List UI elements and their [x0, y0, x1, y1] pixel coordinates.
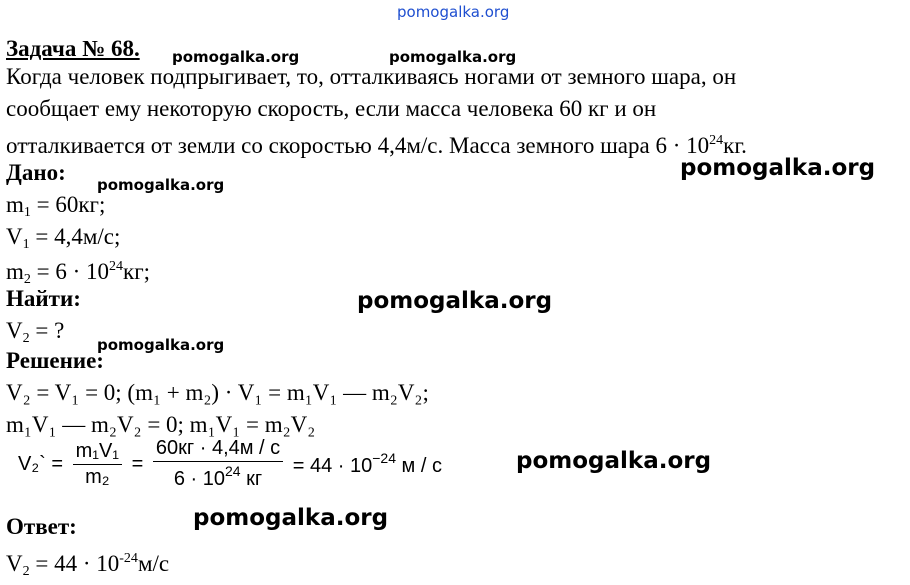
task-text-line: сообщает ему некоторую скорость, если масса человека 60 кг и он: [6, 96, 657, 121]
watermark: pomogalka.org: [357, 288, 553, 314]
watermark: pomogalka.org: [97, 176, 225, 194]
given-heading: Дано:: [6, 160, 66, 185]
task-text-line: отталкивается от земли со скоростью 4,4м/с. Масса земного шара $6 \cdot 10^{24}кг$.: [6, 133, 747, 158]
given-m2: $m_2 = 6 \cdot 10^{24}кг$;: [6, 259, 151, 287]
solution-line: V₂ = V₁ = 0; (m₁ + m₂) · V₁ = m₁V₁ — m₂V₂;: [6, 380, 429, 405]
solution-line: m₁V₁ — m₂V₂ = 0; m₁V₁ = m₂V₂: [6, 412, 316, 437]
solution-heading: Решение:: [6, 348, 104, 373]
task-text-line: Когда человек подпрыгивает, то, отталкиваясь ногами от земного шара, он: [6, 64, 737, 89]
equals-sign: =: [131, 452, 144, 475]
fraction: $\frac{\text{m₁V₁}}{\text{m₂}}$: [73, 440, 123, 489]
find-heading: Найти:: [6, 286, 81, 311]
watermark: pomogalka.org: [193, 505, 389, 531]
answer-heading: Ответ:: [6, 514, 77, 539]
fraction: $\frac{60кг \cdot 4,4м / с}{6 \cdot 10^{24} кг}$: [153, 437, 283, 491]
find-v2: $V_2$ = ?: [6, 318, 65, 346]
watermark: pomogalka.org: [172, 48, 300, 66]
watermark: pomogalka.org: [389, 48, 517, 66]
watermark-top: pomogalka.org: [397, 3, 510, 21]
given-v1: $V_1 = 4,4м/с$;: [6, 224, 121, 252]
watermark: pomogalka.org: [516, 448, 712, 474]
given-m1: $m_1 = 60кг$;: [6, 192, 106, 220]
watermark: pomogalka.org: [97, 336, 225, 354]
watermark: pomogalka.org: [680, 155, 876, 181]
answer-value: $V_2 = 44 \cdot 10^{-24}м/с$: [6, 551, 170, 579]
formula-result: = $44 \cdot 10^{-24}$ м / с: [292, 450, 442, 477]
task-title: Задача № 68.: [6, 36, 140, 61]
solution-formula: [14, 437, 446, 491]
formula-lhs: V₂` =: [18, 452, 63, 475]
